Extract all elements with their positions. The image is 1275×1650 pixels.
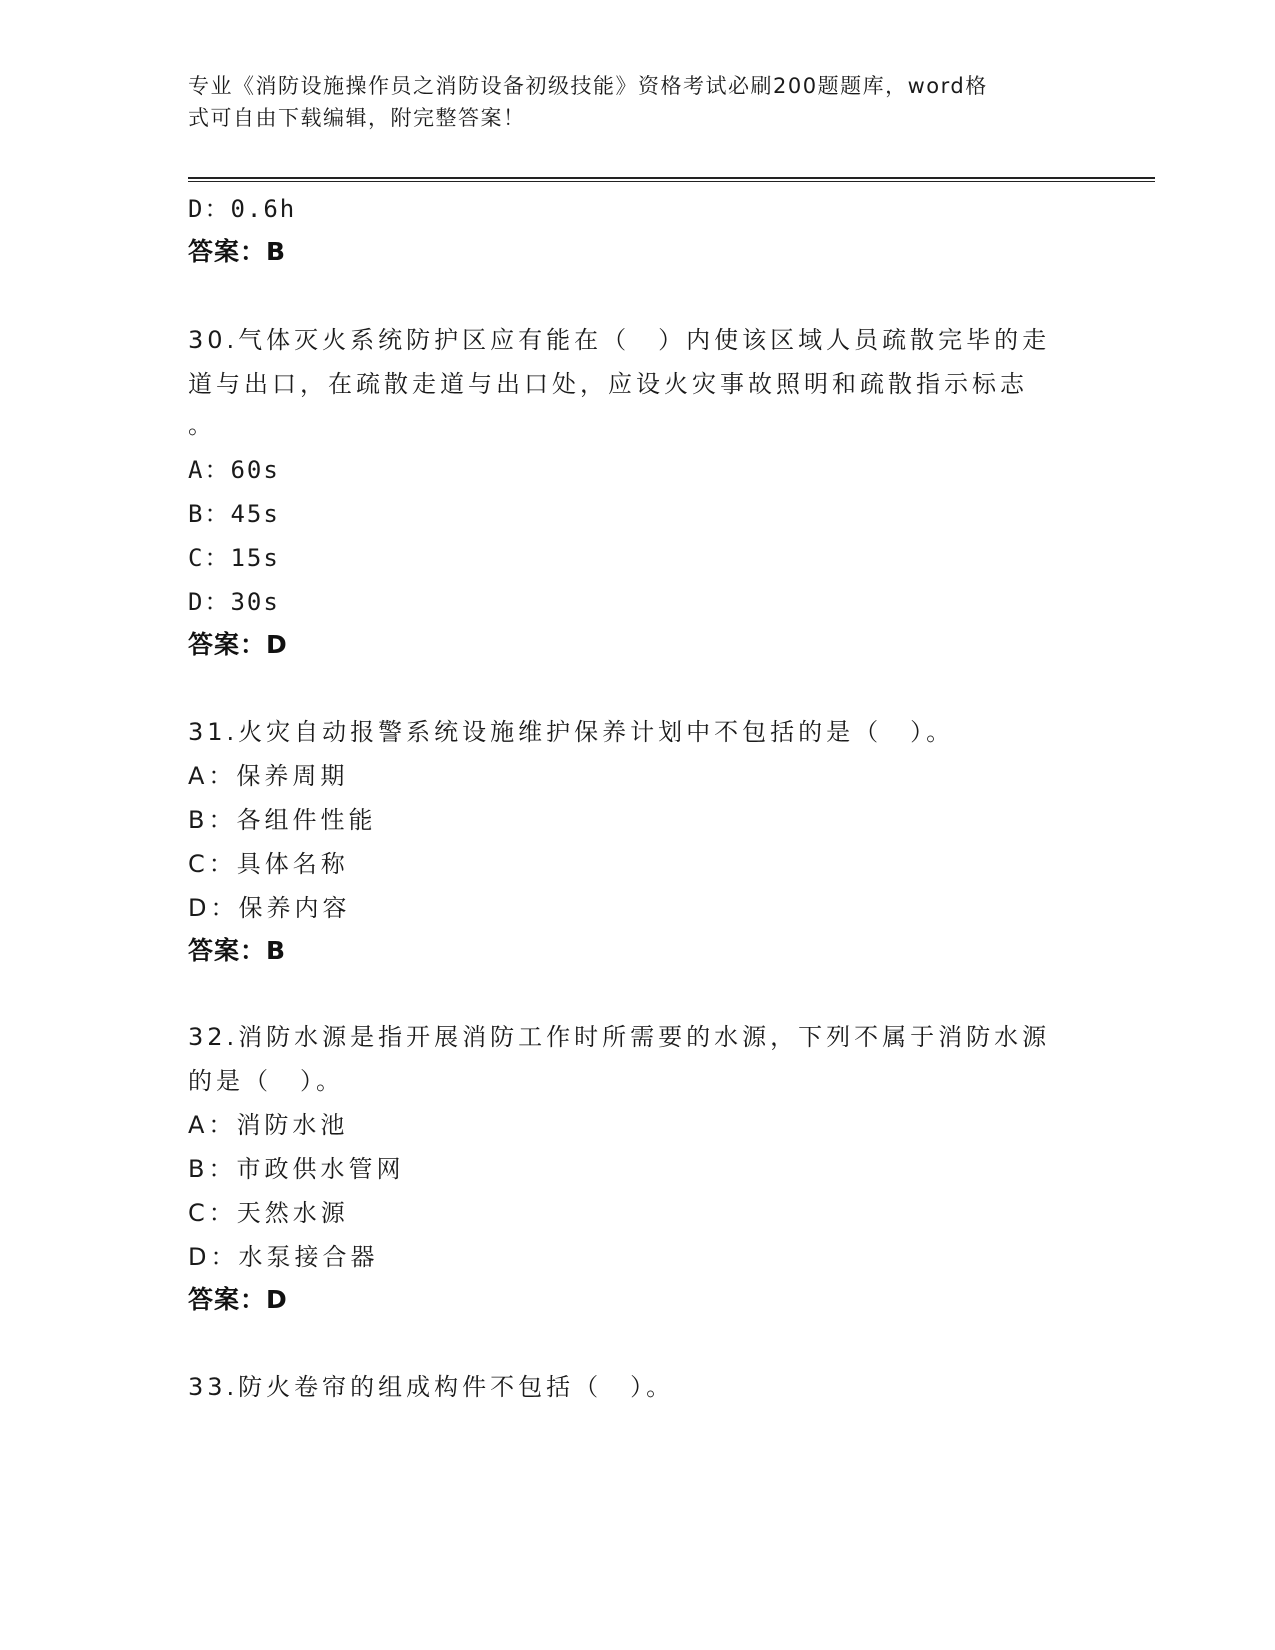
- q30-text-line-2: 道与出口，在疏散走道与出口处，应设火灾事故照明和疏散指示标志: [188, 370, 1028, 398]
- q30-option-a: A：60s: [188, 456, 280, 484]
- q32-option-b: B：市政供水管网: [188, 1155, 405, 1183]
- q31-answer: 答案：B: [188, 936, 287, 965]
- q31-text-line-1: 31.火灾自动报警系统设施维护保养计划中不包括的是（ ）。: [188, 718, 955, 746]
- q30-option-d: D：30s: [188, 588, 280, 616]
- prev-answer: 答案：B: [188, 237, 287, 266]
- q32-option-c: C：天然水源: [188, 1199, 349, 1227]
- q33-text-line-1: 33.防火卷帘的组成构件不包括（ ）。: [188, 1373, 675, 1401]
- header-line-1: 专业《消防设施操作员之消防设备初级技能》资格考试必刷200题题库，word格: [188, 74, 988, 98]
- q32-answer: 答案：D: [188, 1285, 288, 1314]
- q31-option-b: B：各组件性能: [188, 806, 377, 834]
- q30-answer: 答案：D: [188, 630, 288, 659]
- q31-option-d: D：保养内容: [188, 894, 351, 922]
- q31-option-a: A：保养周期: [188, 762, 349, 790]
- q30-option-c: C：15s: [188, 544, 280, 572]
- q32-text-line-1: 32.消防水源是指开展消防工作时所需要的水源，下列不属于消防水源: [188, 1023, 1051, 1051]
- q31-option-c: C：具体名称: [188, 850, 349, 878]
- q32-option-d: D：水泵接合器: [188, 1243, 379, 1271]
- document-header: [188, 70, 1078, 134]
- q30-text-line-3: 。: [188, 411, 216, 439]
- header-divider-thin: [188, 181, 1155, 182]
- q30-option-b: B：45s: [188, 500, 280, 528]
- q32-option-a: A：消防水池: [188, 1111, 349, 1139]
- q32-text-line-2: 的是（ ）。: [188, 1067, 344, 1095]
- header-divider-thick: [188, 177, 1155, 179]
- q30-text-line-1: 30.气体灭火系统防护区应有能在（ ）内使该区域人员疏散完毕的走: [188, 326, 1051, 354]
- prev-option-d: D：0.6h: [188, 195, 297, 223]
- header-line-2: 式可自由下载编辑，附完整答案！: [188, 106, 526, 130]
